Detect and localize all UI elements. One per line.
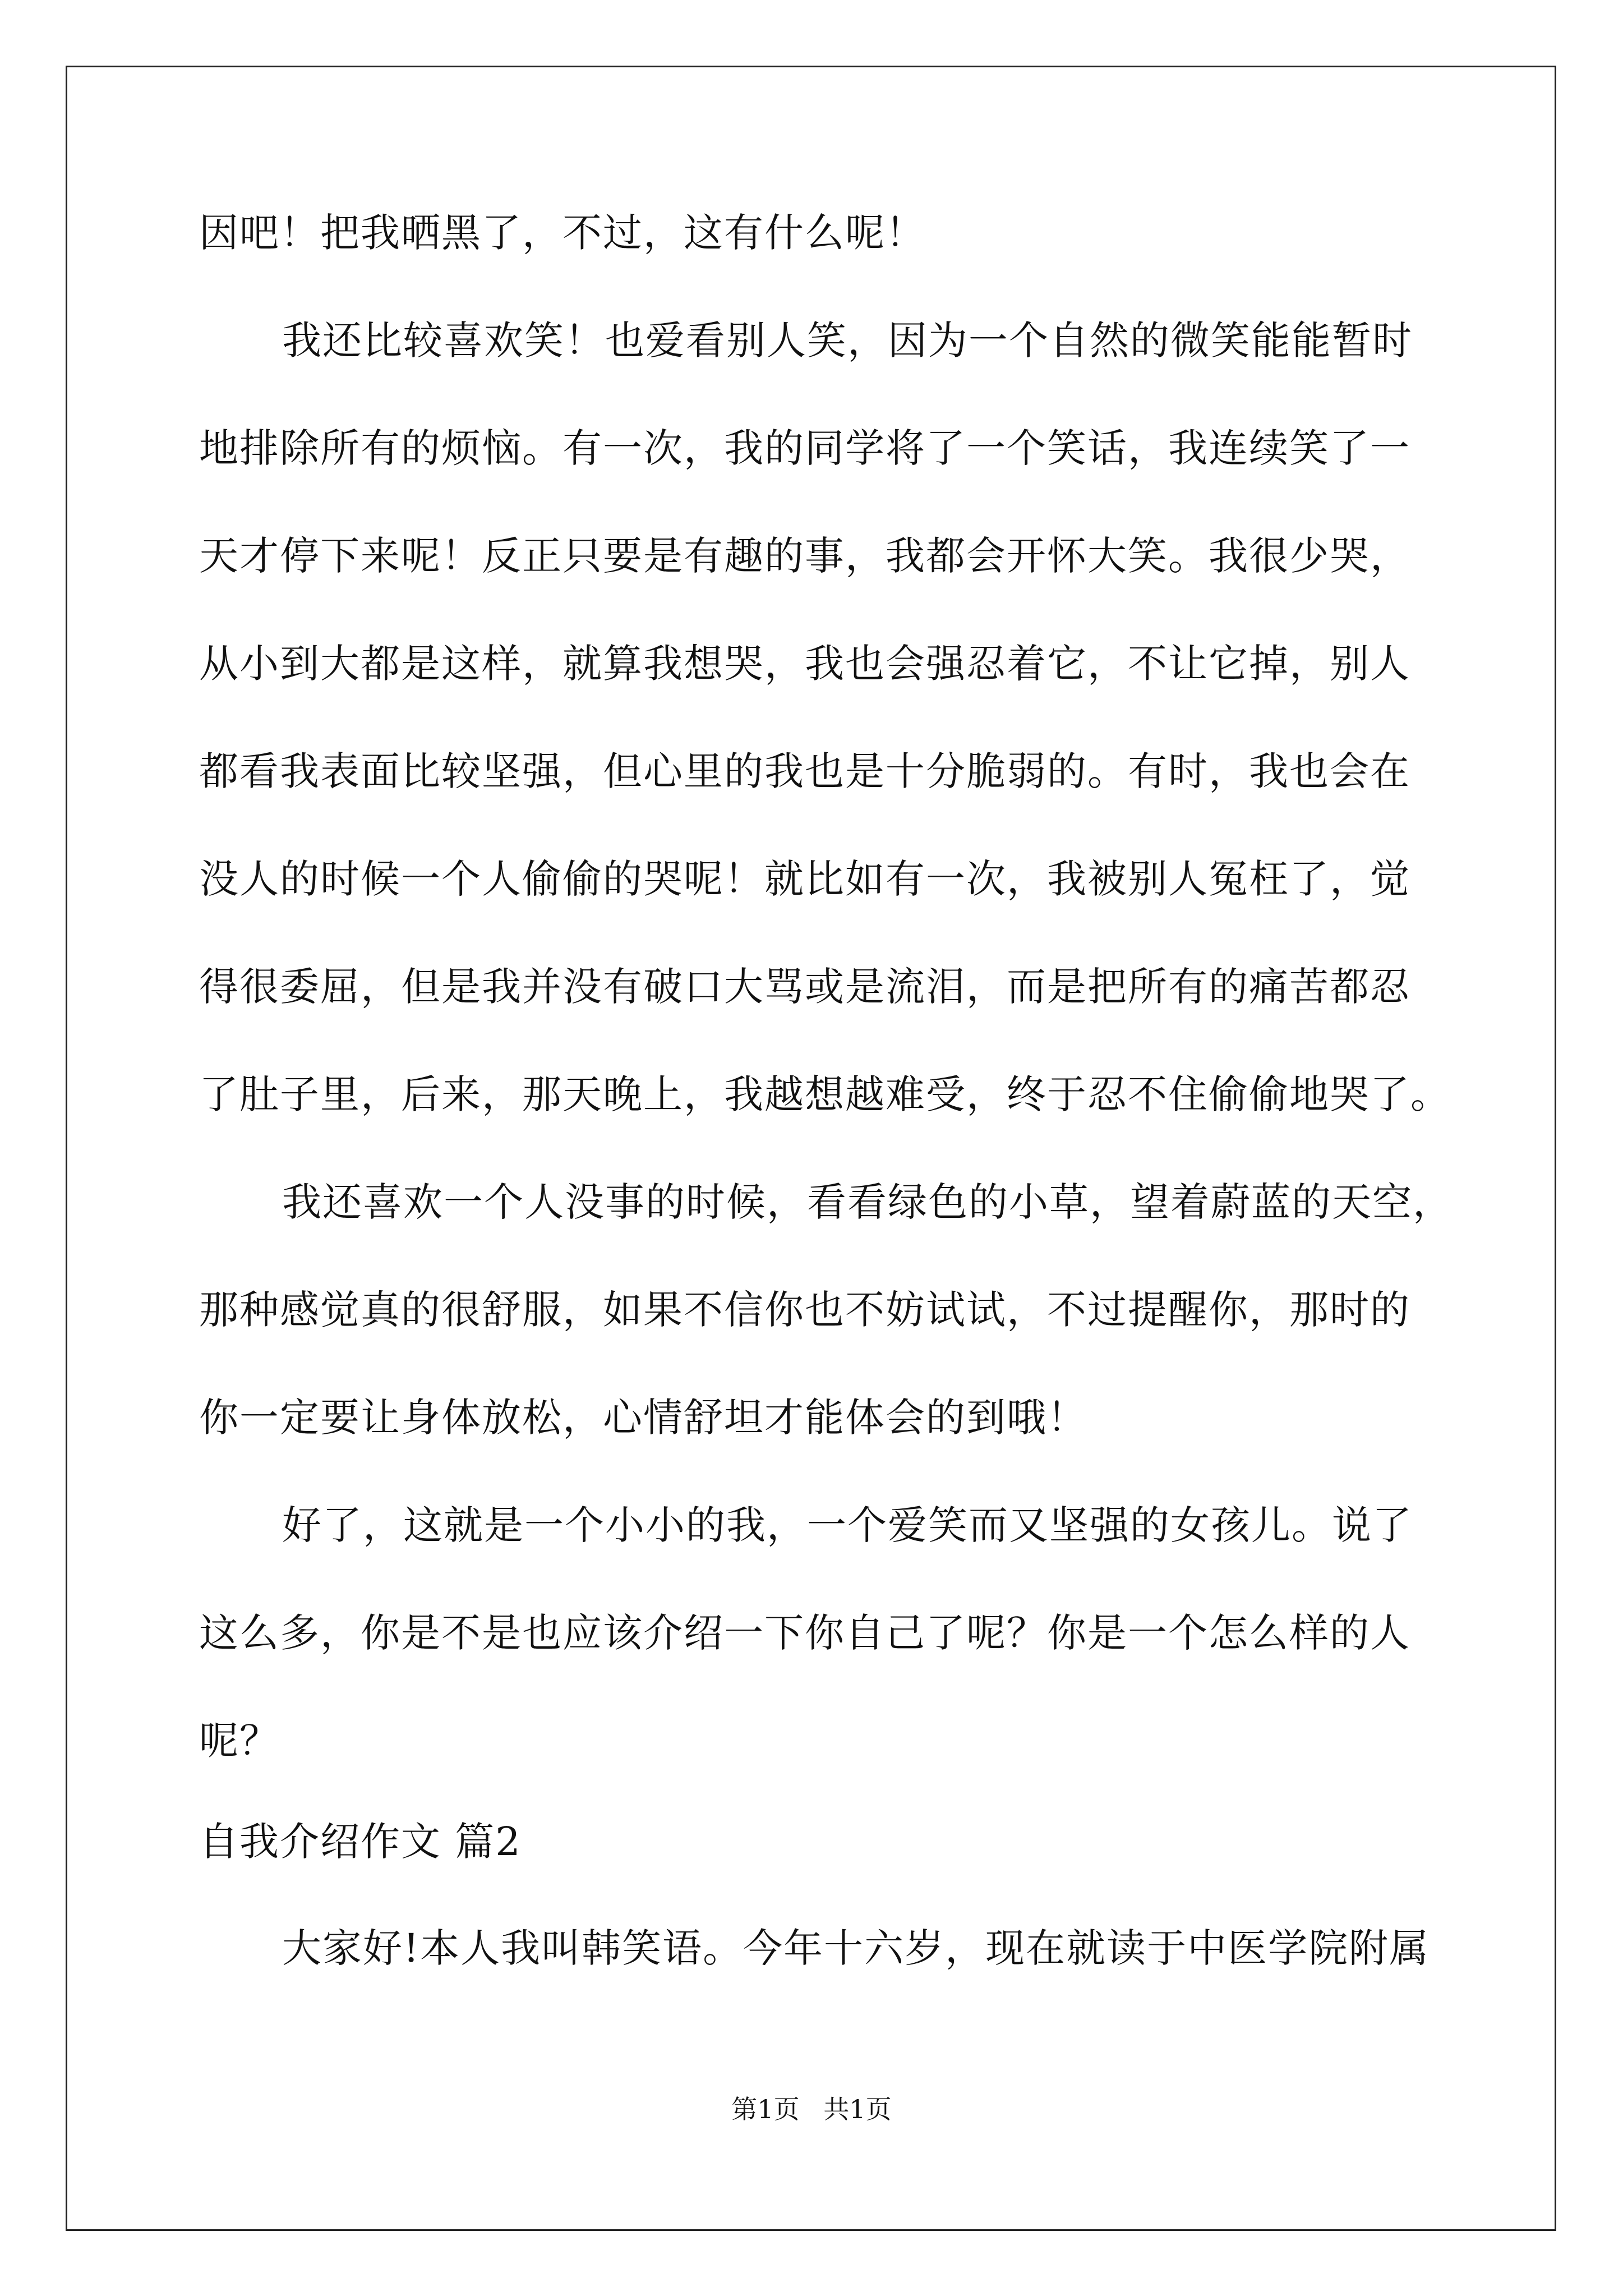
paragraph-start-line: 好了，这就是一个小小的我，一个爱笑而又坚强的女孩儿。说了 — [282, 1502, 1413, 1548]
text-line: 了肚子里，后来，那天晚上，我越想越难受，终于忍不住偷偷地哭了。 — [199, 1071, 1451, 1117]
text-line: 天才停下来呢！反正只要是有趣的事，我都会开怀大笑。我很少哭， — [199, 533, 1410, 579]
text-line: 呢？ — [199, 1718, 280, 1764]
text-line: 得很委屈，但是我并没有破口大骂或是流泪，而是把所有的痛苦都忍 — [199, 964, 1410, 1010]
text-line: 因吧！把我晒黑了，不过，这有什么呢！ — [199, 210, 926, 256]
text-line: 地排除所有的烦恼。有一次，我的同学将了一个笑话，我连续笑了一 — [199, 425, 1410, 471]
paragraph-start-line: 大家好!本人我叫韩笑语。今年十六岁，现在就读于中医学院附属 — [282, 1925, 1430, 1971]
paragraph-start-line: 我还比较喜欢笑！也爱看别人笑，因为一个自然的微笑能能暂时 — [282, 318, 1413, 364]
text-line: 你一定要让身体放松，心情舒坦才能体会的到哦！ — [199, 1395, 1087, 1441]
text-line: 这么多，你是不是也应该介绍一下你自己了呢？你是一个怎么样的人 — [199, 1610, 1410, 1656]
page-footer — [0, 2092, 1623, 2126]
text-line: 没人的时候一个人偷偷的哭呢！就比如有一次，我被别人冤枉了，觉 — [199, 856, 1410, 902]
page-number-total: 共1页 — [823, 2094, 892, 2124]
text-line: 那种感觉真的很舒服，如果不信你也不妨试试，不过提醒你，那时的 — [199, 1287, 1410, 1333]
page-number-current: 第1页 — [731, 2094, 800, 2124]
page-border — [66, 66, 1556, 2231]
section-heading: 自我介绍作文 篇2 — [199, 1819, 522, 1865]
paragraph-start-line: 我还喜欢一个人没事的时候，看看绿色的小草，望着蔚蓝的天空， — [282, 1179, 1453, 1225]
text-line: 都看我表面比较坚强，但心里的我也是十分脆弱的。有时，我也会在 — [199, 748, 1410, 794]
text-line: 从小到大都是这样，就算我想哭，我也会强忍着它，不让它掉，别人 — [199, 641, 1410, 687]
